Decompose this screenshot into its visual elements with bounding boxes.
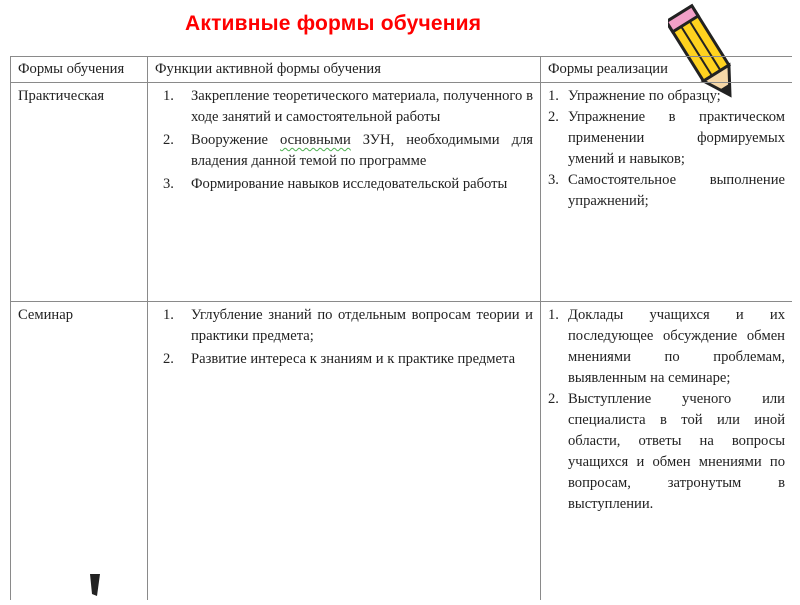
pencil-icon	[88, 574, 108, 605]
header-realization: Формы реализации	[541, 57, 793, 83]
list-item: 3. Формирование навыков исследовательской работы	[163, 176, 508, 192]
row-realization	[541, 83, 793, 302]
table-row	[11, 302, 793, 601]
list-item: 1. Закрепление теоретического материала, полученного в ходе занятий и самостоятельной работы	[163, 88, 533, 125]
table-row	[11, 83, 793, 302]
row-functions	[148, 83, 541, 302]
list-item: 2. Упражнение в практическом применении формируемых умений и навыков;	[548, 109, 785, 167]
header-functions: Функции активной формы обучения	[148, 57, 541, 83]
header-forms: Формы обучения	[11, 57, 148, 83]
wavy-text: Вооружение основными ЗУН, необходимыми для владения данной темой по программе	[191, 132, 533, 169]
row-form-name: Практическая	[11, 83, 148, 302]
list-item: 1. Доклады учащихся и их последующее обсуждение обмен мнениями по проблемам, выявленным на семинаре;	[548, 307, 785, 386]
row-functions	[148, 302, 541, 601]
list-item: 1. Упражнение по образцу;	[548, 88, 721, 104]
list-item: 1. Углубление знаний по отдельным вопросам теории и практики предмета;	[163, 307, 533, 344]
list-item: 3. Самостоятельное выполнение упражнений;	[548, 172, 785, 209]
row-realization	[541, 302, 793, 601]
list-item: 2. Развитие интереса к знаниям и к практике предмета	[163, 351, 516, 367]
forms-table	[10, 56, 792, 600]
list-item: 2. Вооружение основными ЗУН, необходимыми для владения данной темой по программе	[163, 132, 533, 169]
list-item: 2. Выступление ученого или специалиста в той или иной области, ответы на вопросы учащихся и обмен мнениями по вопросам, затронутым в выступлении.	[548, 391, 785, 512]
row-form-name: Семинар	[11, 302, 148, 601]
forms-table-container	[10, 56, 792, 600]
page-title: Активные формы обучения	[185, 12, 482, 35]
table-header-row	[11, 57, 793, 83]
